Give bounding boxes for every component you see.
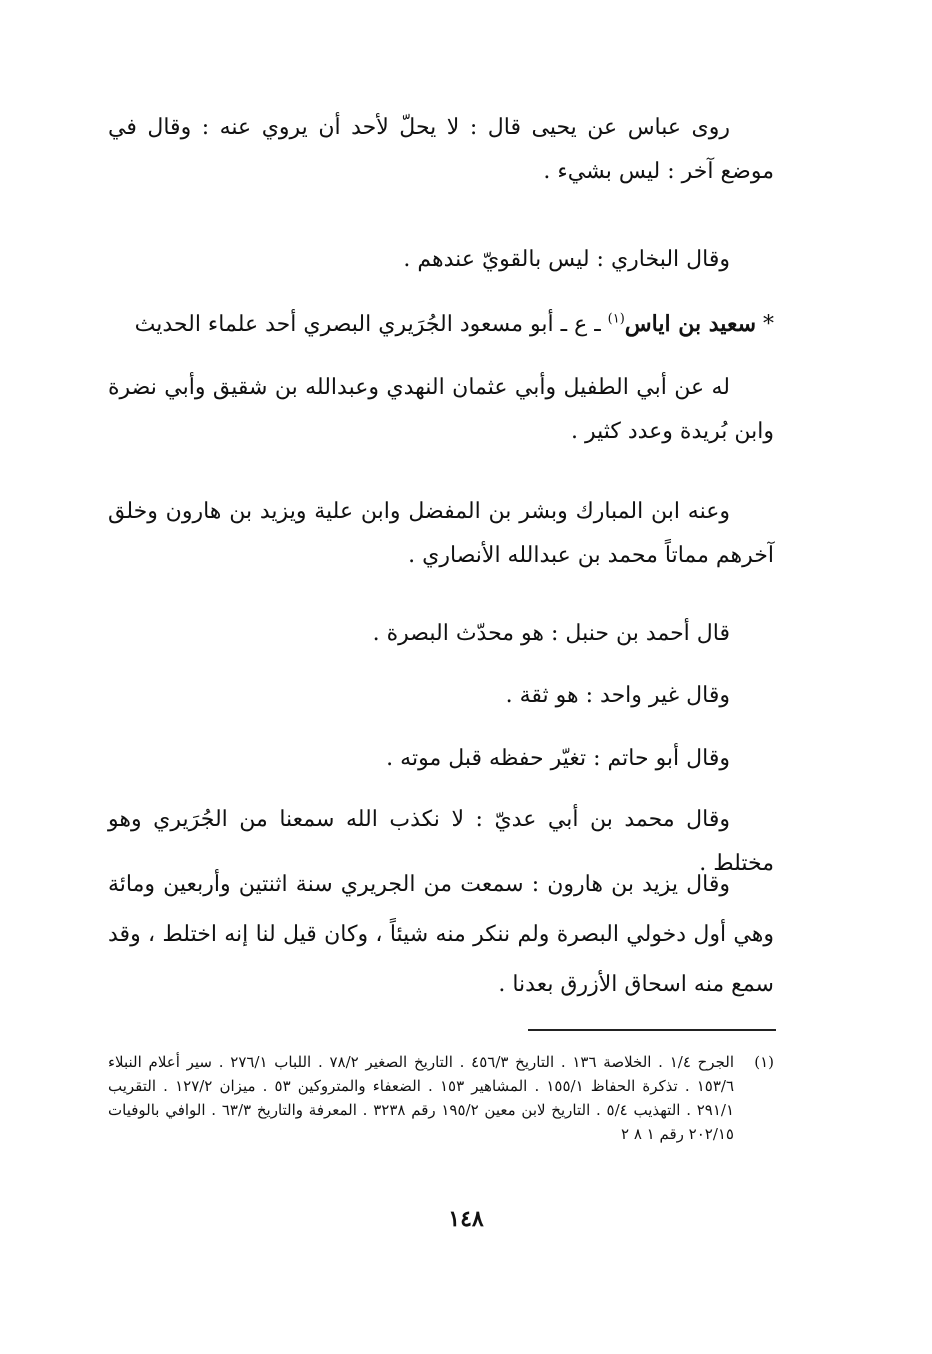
footnote [108, 1050, 774, 1146]
paragraph-5: قال أحمد بن حنبل : هو محدّث البصرة . [372, 621, 730, 646]
paragraph-4: وعنه ابن المبارك وبشر بن المفضل وابن علية ويزيد بن هارون وخلق آخرهم مماتاً محمد بن عبدالله الأنصاري . [108, 499, 774, 568]
entry-name: سعيد بن اياس [624, 311, 756, 337]
footnote-number: (١) [754, 1053, 774, 1071]
footnote-ref: (١) [607, 311, 625, 327]
paragraph-9: وقال يزيد بن هارون : سمعت من الجريري سنة اثنتين وأربعين ومائة وهي أول دخولي البصرة ولم ننكر منه شيئاً ، وكان قيل لنا إنه اختلط ، وقد سمع منه اسحاق الأزرق بعدنا . [108, 872, 774, 997]
entry-description: ـ ع ـ أبو مسعود الجُرَيري البصري أحد علماء الحديث [134, 312, 601, 337]
paragraph-7: وقال أبو حاتم : تغيّر حفظه قبل موته . [386, 746, 730, 771]
paragraph-2: وقال البخاري : ليس بالقويّ عندهم . [403, 247, 730, 272]
footnote-text: الجرح ١/٤ . الخلاصة ١٣٦ . التاريخ ٤٥٦/٣ . التاريخ الصغير ٧٨/٢ . اللباب ٢٧٦/١ . سير أعلام النبلاء ١٥٣/٦ . تذكرة الحفاظ ١٥٥/١ . المشاهير ١٥٣ . الضعفاء والمتروكين ٥٣ . ميزان ١٢٧/٢ . التقريب ٢٩١/١ . التهذيب ٥/٤ . التاريخ لابن معين ١٩٥/٢ رقم ٣٢٣٨ . المعرفة والتاريخ ٦٣/٣ . الوافي بالوفيات ٢٠٢/١٥ رقم ١ ٨ ٢ [108, 1053, 735, 1143]
paragraph-1: روى عباس عن يحيى قال : لا يحلّ لأحد أن يروي عنه : وقال في موضع آخر : ليس بشيء . [108, 115, 774, 184]
paragraph-8: وقال محمد بن أبي عديّ : لا نكذب الله سمعنا من الجُرَيري وهو مختلط . [108, 807, 774, 876]
entry-heading [108, 302, 774, 347]
page-number: ١٤٨ [448, 1206, 484, 1232]
paragraph-3: له عن أبي الطفيل وأبي عثمان النهدي وعبدالله بن شقيق وأبي نضرة وابن بُريدة وعدد كثير . [108, 375, 774, 444]
entry-marker: * [763, 312, 774, 337]
paragraph-6: وقال غير واحد : هو ثقة . [505, 683, 730, 708]
footnote-divider [528, 1029, 776, 1031]
